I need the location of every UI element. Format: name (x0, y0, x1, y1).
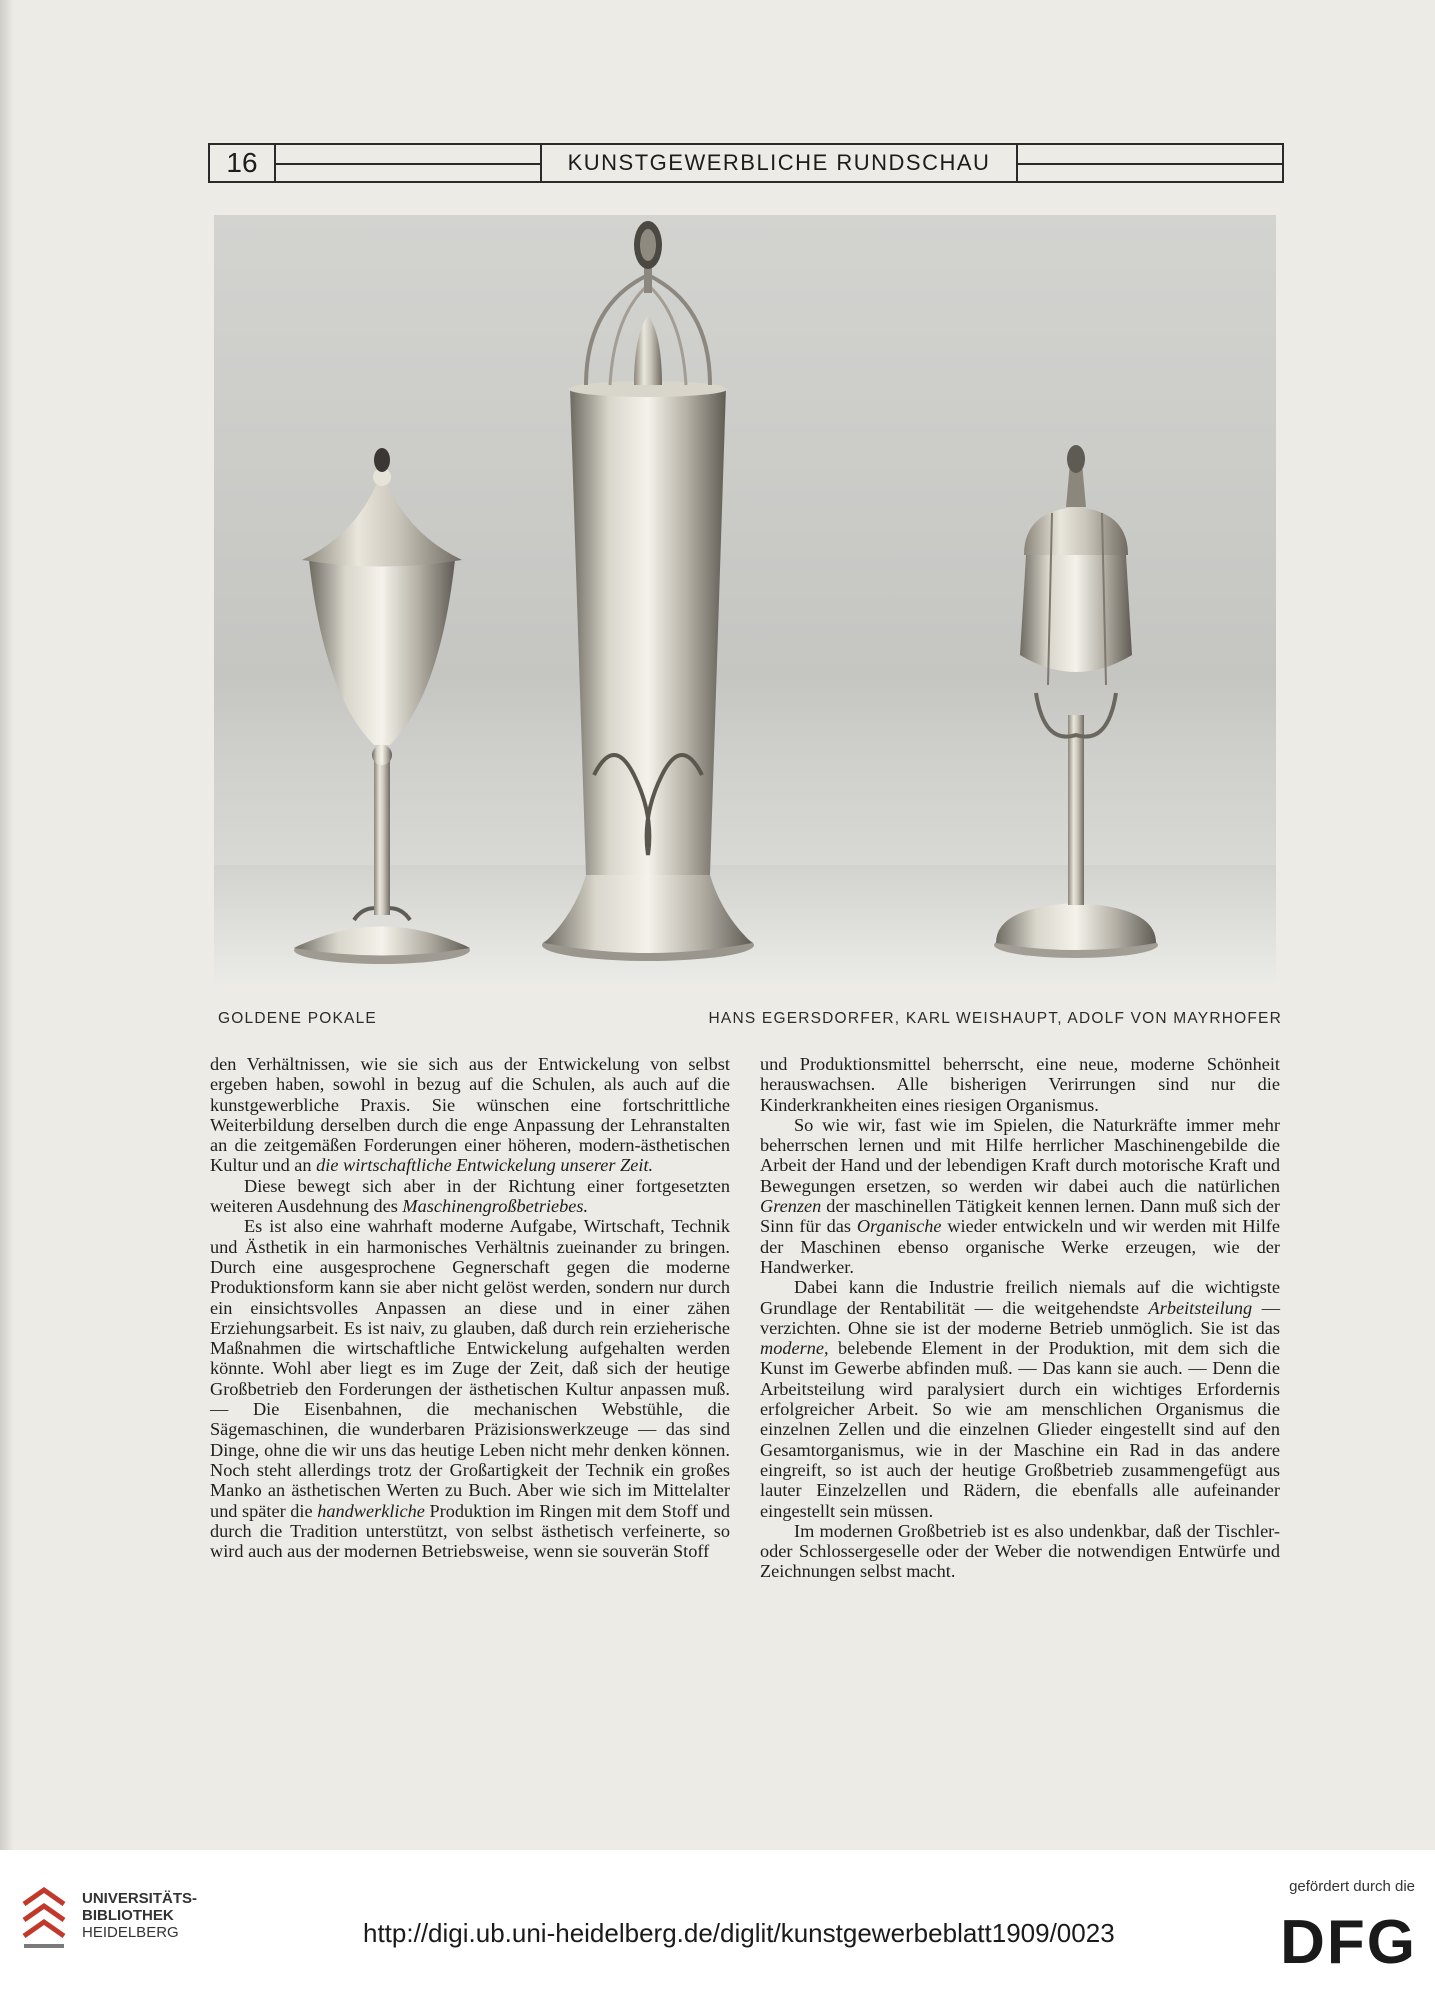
dfg-logo: DFG (1280, 1908, 1417, 1977)
goblet-center (542, 221, 754, 961)
emphasis: Organische (856, 1216, 942, 1237)
text-run: Es ist also eine wahrhaft moderne Aufgabe, Wirtschaft, Technik und Ästhetik in ein harmonisches Verhältnis zueinander zu bringen. Durch eine ausgesprochene Gegnerschaft gegen die moderne Produktionsform kann sie aber nicht gelöst werden, sondern nur durch ein einsichtsvolles Anpassen an diese und in einer zähen Erziehungsarbeit. Es ist naiv, zu glauben, daß durch rein erzieherische Maßnahmen die wirtschaftliche Entwickelung aufgehalten werden könnte. Wohl aber liegt es im Zuge der Zeit, daß sich der heutige Großbetrieb den Forderungen der ästhetischen Kultur anpassen muß. — Die Eisenbahnen, die mechanischen Webstühle, die Sägemaschinen, die wunderbaren Präzisionswerkzeuge — das sind Dinge, ohne die wir uns das heutige Leben nicht mehr denken können. Noch steht allerdings trotz der Großartigkeit der Technik ein großes Manko an ästhetischen Werten zu Buch. Aber wie sich im Mittelalter und später die (210, 1216, 730, 1521)
text-run: den Verhältnissen, wie sie sich aus der Entwickelung von selbst ergeben haben, sowohl in bezug auf die Schulen, als auch auf die kunstgewerbliche Praxis. Sie wünschen eine fortschrittliche Weiterbildung derselben durch die enge Anpassung der Lehranstalten an die zeitgemäßen Forderungen einer höheren, modern-ästhetischen Kultur und an (210, 1054, 730, 1176)
header-rule-left (276, 145, 540, 181)
library-name-line3: HEIDELBERG (82, 1924, 179, 1941)
text-run: Diese bewegt sich aber in der Richtung einer fortgesetzten weiteren Ausdehnung des (210, 1175, 730, 1217)
library-name (82, 1890, 197, 1941)
paragraph (210, 1216, 730, 1561)
permalink-url[interactable]: http://digi.ub.uni-heidelberg.de/diglit/kunstgewerbeblatt1909/0023 (363, 1918, 1115, 1948)
text-run: — verzichten. Ohne sie ist der moderne Betrieb unmöglich. Sie ist das (760, 1297, 1280, 1338)
paragraph (760, 1054, 1280, 1115)
paragraph (760, 1521, 1280, 1582)
page-edge-shadow (0, 0, 14, 1850)
plate-caption-title: GOLDENE POKALE (218, 1010, 377, 1027)
text-run: belebende Element in der Produktion, mit dem sich die Kunst im Gewerbe abfinden muß. — Das kann sie auch. — Denn die Arbeitsteilung wird paralysiert durch ein wichtiges Erfordernis erfolgreicher Arbeit. So wie am menschlichen Organismus die einzelnen Zellen und die einzelnen Glieder eingestellt sind auf den Gesamtorganismus, wie in der Maschine ein Rad in das andere eingreift, so ist auch der heutige Großbetrieb zusammengefügt aus lauter Einzelzellen und Rädern, die ebenfalls alle aufeinander eingestellt sein müssen. (760, 1338, 1280, 1521)
text-column-right (760, 1054, 1280, 1582)
text-run: Dabei kann die Industrie freilich niemals auf die wichtigste Grundlage der Rentabilität — die weitgehendste (760, 1277, 1280, 1318)
emphasis: Arbeitsteilung (1148, 1297, 1253, 1318)
text-run: wieder entwickeln und wir werden mit Hilfe der Maschinen ebenso organische Werke erzeugen, wie der Handwerker. (760, 1216, 1280, 1277)
text-run: Im modernen Großbetrieb ist es also undenkbar, daß der Tischler- oder Schlossergeselle oder der Weber die notwendigen Entwürfe und Zeichnungen selbst macht. (760, 1520, 1280, 1582)
digitization-footer (0, 1850, 1435, 2000)
library-name-line2: BIBLIOTHEK (82, 1907, 174, 1924)
paragraph (760, 1115, 1280, 1277)
text-run: der maschinellen Tätigkeit kennen lernen. Dann muß sich der Sinn für das (760, 1196, 1280, 1237)
emphasis: handwerkliche (317, 1500, 425, 1521)
page-number: 16 (210, 145, 276, 181)
text-run: Produktion im Ringen mit dem Stoff und durch die Tradition unterstützt, von selbst ästhetisch verfeinerte, so wird auch aus der modernen Betriebsweise, wenn sie souverän Stoff (210, 1500, 730, 1562)
emphasis: moderne, (760, 1338, 829, 1359)
text-run: und Produktionsmittel beherrscht, eine neue, moderne Schönheit herauswachsen. Alle bisherigen Verirrungen sind nur die Kinderkrankheiten eines riesigen Organismus. (760, 1054, 1280, 1115)
paragraph (210, 1054, 730, 1176)
paragraph (760, 1277, 1280, 1521)
header-rule-right (1018, 145, 1282, 181)
library-name-line1: UNIVERSITÄTS- (82, 1890, 198, 1907)
text-run: So wie wir, fast wie im Spielen, die Naturkräfte immer mehr beherrschen lernen und mit Hilfe herrlicher Maschinengebilde die Arbeit der Hand und der lebendigen Kraft durch motorische Kraft und Bewegungen ersetzen, so werden wir dabei auch die natürlichen (760, 1114, 1280, 1196)
plate-caption-credits: HANS EGERSDORFER, KARL WEISHAUPT, ADOLF VON MAYRHOFER (708, 1010, 1282, 1027)
text-column-left (210, 1054, 730, 1561)
funding-label: gefördert durch die (1289, 1878, 1415, 1895)
running-header (208, 143, 1284, 183)
emphasis: Maschinengroßbetriebes. (402, 1196, 589, 1217)
running-title: KUNSTGEWERBLICHE RUNDSCHAU (540, 145, 1019, 181)
goblets-photograph (214, 215, 1276, 985)
university-library-logo-icon (18, 1884, 74, 1954)
paragraph (210, 1176, 730, 1217)
emphasis: die wirtschaftliche Entwickelung unserer Zeit. (316, 1155, 654, 1176)
photo-plate (214, 215, 1276, 985)
emphasis: Grenzen (760, 1196, 822, 1217)
